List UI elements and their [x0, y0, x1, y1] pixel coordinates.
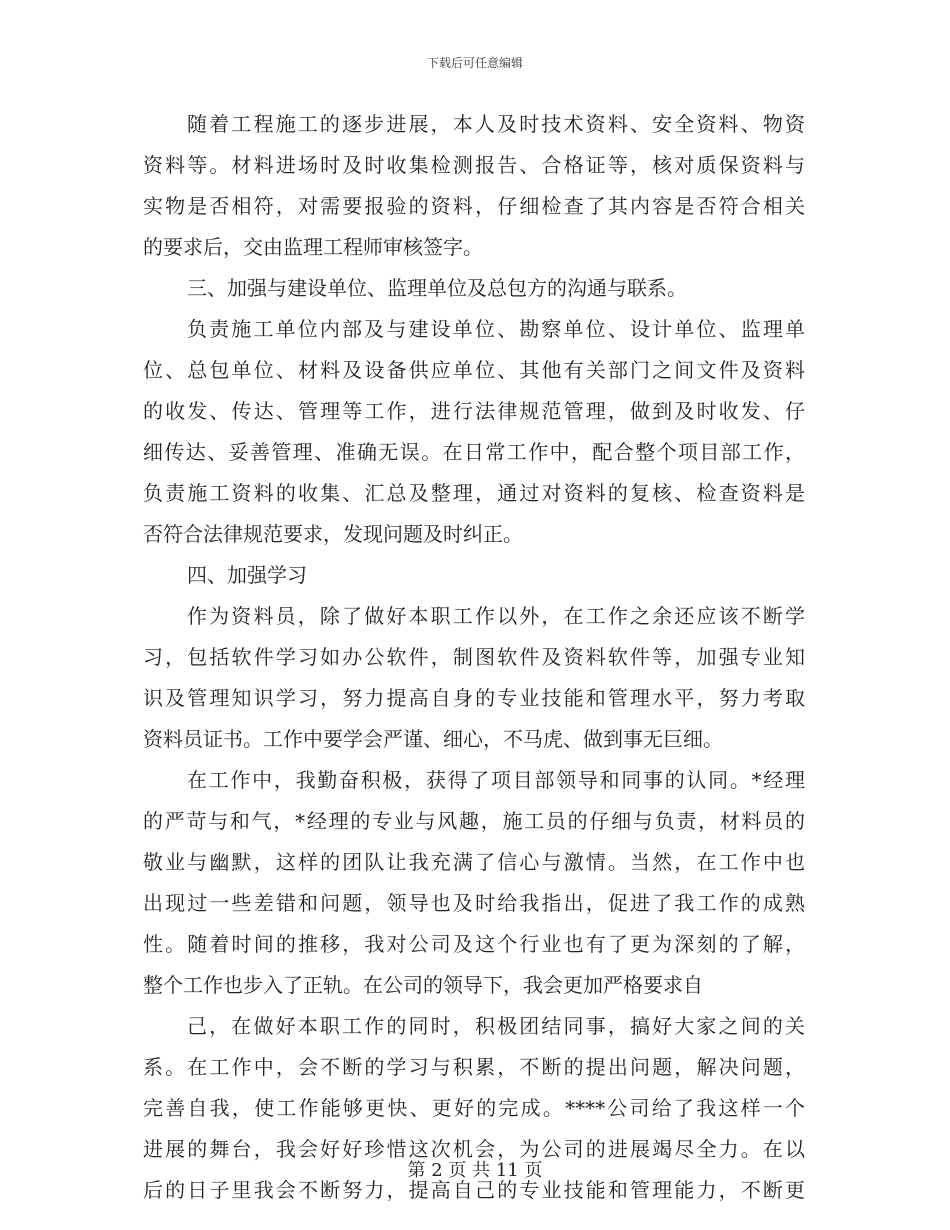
paragraph-line: 负责施工单位内部及与建设单位、勘察单位、设计单位、监理单	[187, 317, 805, 341]
paragraph-line: 细传达、妥善管理、准确无误。在日常工作中，配合整个项目部工作，	[143, 440, 805, 464]
paragraph-line: 的要求后，交由监理工程师审核签字。	[143, 235, 483, 259]
paragraph-line: 性。随着时间的推移，我对公司及这个行业也有了更为深刻的了解，	[143, 932, 805, 956]
paragraph-line: 识及管理知识学习，努力提高自身的专业技能和管理水平，努力考取	[143, 686, 805, 710]
page-header: 下载后可任意编辑	[426, 56, 523, 70]
paragraph-line: 位、总包单位、材料及设备供应单位、其他有关部门之间文件及资料	[143, 358, 805, 382]
paragraph-line: 否符合法律规范要求，发现问题及时纠正。	[143, 522, 523, 546]
paragraph-line: 系。在工作中，会不断的学习与积累，不断的提出问题，解决问题，	[143, 1055, 805, 1079]
paragraph-line: 己，在做好本职工作的同时，积极团结同事，搞好大家之间的关	[187, 1014, 805, 1038]
paragraph-line: 完善自我，使工作能够更快、更好的完成。****公司给了我这样一个	[143, 1096, 805, 1120]
section-heading: 四、加强学习	[187, 563, 307, 587]
paragraph-line: 实物是否相符，对需要报验的资料，仔细检查了其内容是否符合相关	[143, 194, 805, 218]
paragraph-line: 作为资料员，除了做好本职工作以外，在工作之余还应该不断学	[187, 604, 805, 628]
page-number: 第 2 页 共 11 页	[407, 1160, 543, 1181]
section-heading: 三、加强与建设单位、监理单位及总包方的沟通与联系。	[187, 276, 687, 300]
paragraph-line: 的收发、传达、管理等工作，进行法律规范管理，做到及时收发、仔	[143, 399, 805, 423]
document-body	[143, 104, 805, 1211]
paragraph-line: 进展的舞台，我会好好珍惜这次机会，为公司的进展竭尽全力。在以	[143, 1137, 805, 1161]
paragraph-line: 资料等。材料进场时及时收集检测报告、合格证等，核对质保资料与	[143, 153, 805, 177]
paragraph-line: 敬业与幽默，这样的团队让我充满了信心与激情。当然，在工作中也	[143, 850, 805, 874]
paragraph-line: 负责施工资料的收集、汇总及整理，通过对资料的复核、检查资料是	[143, 481, 805, 505]
paragraph-line: 随着工程施工的逐步进展，本人及时技术资料、安全资料、物资	[187, 112, 805, 136]
paragraph-line: 后的日子里我会不断努力，提高自己的专业技能和管理能力，不断更	[143, 1178, 805, 1202]
paragraph-line: 在工作中，我勤奋积极，获得了项目部领导和同事的认同。*经理	[187, 768, 805, 792]
paragraph-line: 的严苛与和气，*经理的专业与风趣，施工员的仔细与负责，材料员的	[143, 809, 805, 833]
paragraph-line: 整个工作也步入了正轨。在公司的领导下，我会更加严格要求自	[143, 973, 703, 997]
paragraph-line: 资料员证书。工作中要学会严谨、细心，不马虎、做到事无巨细。	[143, 727, 723, 751]
paragraph-line: 习，包括软件学习如办公软件，制图软件及资料软件等，加强专业知	[143, 645, 805, 669]
paragraph-line: 出现过一些差错和问题，领导也及时给我指出，促进了我工作的成熟	[143, 891, 805, 915]
